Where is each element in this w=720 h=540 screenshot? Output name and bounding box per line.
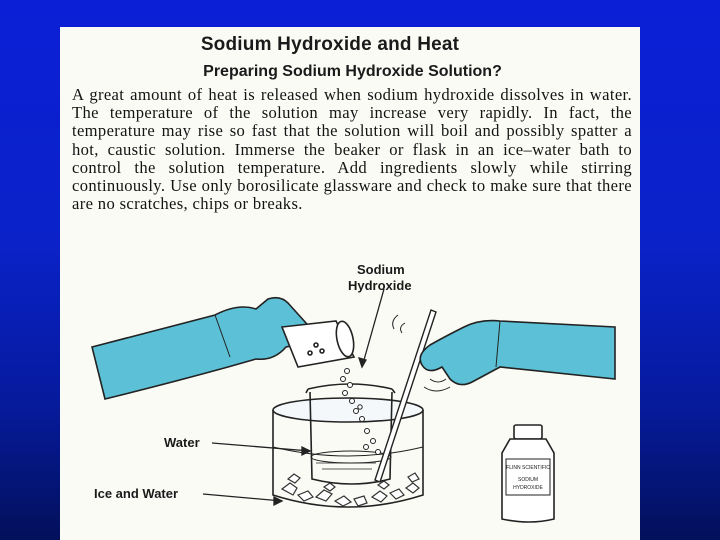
page-subtitle: Preparing Sodium Hydroxide Solution? — [203, 63, 502, 80]
sodium-hydroxide-bottle — [502, 425, 554, 522]
page-title: Sodium Hydroxide and Heat — [200, 34, 460, 55]
bottle-label-line3: HYDROXIDE — [513, 485, 543, 491]
label-water: Water — [164, 435, 200, 450]
bottle-label-line2: SODIUM — [518, 477, 538, 483]
slide-content — [60, 27, 640, 540]
left-gloved-hand — [92, 298, 310, 399]
label-sodium-hydroxide-line1: Sodium — [357, 262, 405, 277]
right-gloved-hand — [420, 321, 615, 385]
label-ice-and-water: Ice and Water — [94, 486, 179, 501]
stirring-rod — [375, 310, 436, 482]
bottle-label-line1: FLINN SCIENTIFIC — [506, 465, 550, 471]
body-paragraph: A great amount of heat is released when sodium hydroxide dissolves in water. The temperature of the solution may increase very rapidly. In fact, the temperature may rise so fast that the solution will boil and possibly spatter a hot, caustic solution. Immerse the beaker or flask in an ice–water bath to control the solution temperature. Add ingredients slowly while stirring continuously. Use only borosilicate glassware and check to make sure that there are no scratches, chips or breaks. — [72, 85, 632, 214]
label-sodium-hydroxide-line2: Hydroxide — [348, 278, 412, 293]
pouring-cup — [282, 320, 357, 367]
